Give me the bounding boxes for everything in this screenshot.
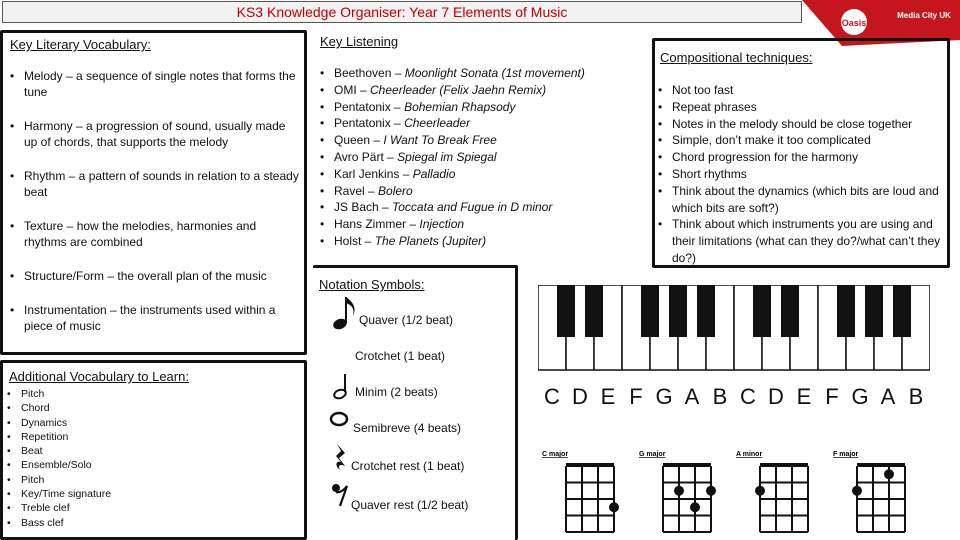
notation-label: Semibreve (4 beats) bbox=[353, 421, 462, 435]
semibreve-icon bbox=[329, 411, 349, 427]
chord-name: C major bbox=[542, 451, 569, 458]
notation-label: Minim (2 beats) bbox=[355, 385, 438, 399]
chord-finger-dot bbox=[852, 486, 862, 496]
list-item: • Bass clef bbox=[7, 516, 297, 530]
list-item: • Think about the dynamics (which bits are loud and which bits are soft?) bbox=[658, 183, 948, 217]
black-key bbox=[697, 285, 715, 337]
chord-name: G major bbox=[639, 451, 666, 458]
list-item: • Harmony – a progression of sound, usually made up of chords, that supports the melody bbox=[10, 118, 300, 150]
key-listening-panel bbox=[313, 30, 653, 255]
black-key bbox=[557, 285, 575, 337]
black-key bbox=[585, 285, 603, 337]
list-item: • Notes in the melody should be close together bbox=[658, 116, 948, 133]
listening-item: • Ravel – Bolero bbox=[320, 183, 650, 200]
list-item: • Rhythm – a pattern of sounds in relation to a steady beat bbox=[10, 168, 300, 200]
black-key bbox=[669, 285, 687, 337]
list-item: • Repeat phrases bbox=[658, 99, 948, 116]
list-item: • Repetition bbox=[7, 430, 297, 444]
additional-vocabulary-panel bbox=[0, 360, 307, 540]
key-note-label: C bbox=[740, 384, 756, 409]
key-listening-heading: Key Listening bbox=[320, 34, 399, 49]
list-item: • Structure/Form – the overall plan of the music bbox=[10, 268, 300, 284]
list-item: • Melody – a sequence of single notes that forms the tune bbox=[10, 68, 300, 100]
listening-item: • Beethoven – Moonlight Sonata (1st movement) bbox=[320, 65, 650, 82]
chord-nut bbox=[663, 463, 711, 467]
keyboard-diagram bbox=[538, 285, 930, 411]
key-note-label: C bbox=[544, 384, 560, 409]
list-item: • Simple, don’t make it too complicated bbox=[658, 132, 948, 149]
key-note-label: E bbox=[796, 384, 812, 409]
list-item: • Not too fast bbox=[658, 82, 948, 99]
key-note-label: D bbox=[572, 384, 588, 409]
list-item: • Treble clef bbox=[7, 501, 297, 515]
crotchet-rest-icon bbox=[333, 442, 349, 472]
key-listening-list bbox=[320, 65, 650, 250]
key-note-label: B bbox=[908, 384, 924, 409]
listening-item: • Karl Jenkins – Palladio bbox=[320, 166, 650, 183]
key-note-label: B bbox=[712, 384, 728, 409]
chord-name: A minor bbox=[736, 451, 763, 458]
notation-label: Quaver rest (1/2 beat) bbox=[351, 498, 469, 512]
list-item: • Chord bbox=[7, 401, 297, 415]
compositional-techniques-panel bbox=[652, 38, 950, 268]
key-vocabulary-panel bbox=[0, 30, 307, 355]
listening-item: • OMI – Cheerleader (Felix Jaehn Remix) bbox=[320, 82, 650, 99]
notation-label: Crotchet rest (1 beat) bbox=[351, 459, 465, 473]
list-item: • Texture – how the melodies, harmonies and rhythms are combined bbox=[10, 218, 300, 250]
black-key bbox=[893, 285, 911, 337]
key-vocabulary-heading: Key Literary Vocabulary: bbox=[10, 37, 151, 52]
key-note-label: G bbox=[655, 384, 673, 409]
notation-panel bbox=[313, 265, 518, 540]
list-item: • Beat bbox=[7, 444, 297, 458]
quaver-rest-icon bbox=[331, 482, 351, 508]
list-item: • Pitch bbox=[7, 387, 297, 401]
list-item: • Short rhythms bbox=[658, 166, 948, 183]
black-key bbox=[641, 285, 659, 337]
key-note-label: D bbox=[768, 384, 784, 409]
listening-item: • Holst – The Planets (Jupiter) bbox=[320, 233, 650, 250]
notation-label: Quaver (1/2 beat) bbox=[359, 313, 454, 327]
key-note-label: A bbox=[880, 384, 896, 409]
list-item: • Think about which instruments you are using and their limitations (what can they do?/what can’t they do?) bbox=[658, 216, 948, 266]
chord-nut bbox=[566, 463, 614, 467]
list-item: • Key/Time signature bbox=[7, 487, 297, 501]
notation-heading: Notation Symbols: bbox=[319, 277, 425, 292]
chord-finger-dot bbox=[690, 502, 700, 512]
compositional-list bbox=[658, 82, 948, 267]
chord-diagrams bbox=[532, 440, 952, 538]
page-title: KS3 Knowledge Organiser: Year 7 Elements of Music bbox=[2, 1, 802, 23]
listening-item: • Hans Zimmer – Injection bbox=[320, 216, 650, 233]
compositional-heading: Compositional techniques: bbox=[660, 50, 813, 65]
list-item: • Chord progression for the harmony bbox=[658, 149, 948, 166]
key-vocabulary-list bbox=[10, 68, 300, 352]
additional-heading: Additional Vocabulary to Learn: bbox=[9, 369, 189, 384]
listening-item: • Pentatonix – Cheerleader bbox=[320, 115, 650, 132]
key-note-label: G bbox=[851, 384, 869, 409]
black-key bbox=[865, 285, 883, 337]
minim-icon bbox=[331, 372, 351, 400]
list-item: • Pitch bbox=[7, 473, 297, 487]
logo-sub-text: Media City UK bbox=[897, 11, 951, 20]
black-key bbox=[781, 285, 799, 337]
list-item: • Ensemble/Solo bbox=[7, 458, 297, 472]
list-item: • Dynamics bbox=[7, 416, 297, 430]
chord-finger-dot bbox=[884, 469, 894, 479]
key-note-label: F bbox=[629, 384, 643, 409]
key-note-label: F bbox=[825, 384, 839, 409]
listening-item: • Queen – I Want To Break Free bbox=[320, 132, 650, 149]
key-note-label: E bbox=[600, 384, 616, 409]
notation-label: Crotchet (1 beat) bbox=[355, 349, 446, 363]
additional-list bbox=[7, 387, 297, 530]
chord-finger-dot bbox=[755, 486, 765, 496]
list-item: • Instrumentation – the instruments used within a piece of music bbox=[10, 302, 300, 334]
chord-name: F major bbox=[833, 451, 859, 458]
listening-item: • Pentatonix – Bohemian Rhapsody bbox=[320, 99, 650, 116]
listening-item: • Avro Pärt – Spiegal im Spiegal bbox=[320, 149, 650, 166]
chord-finger-dot bbox=[674, 486, 684, 496]
quaver-icon bbox=[331, 294, 361, 332]
listening-item: • JS Bach – Toccata and Fugue in D minor bbox=[320, 199, 650, 216]
chord-nut bbox=[857, 463, 905, 467]
black-key bbox=[837, 285, 855, 337]
black-key bbox=[753, 285, 771, 337]
logo-brand-text: Oasis bbox=[841, 18, 867, 28]
key-note-label: A bbox=[684, 384, 700, 409]
chord-finger-dot bbox=[706, 486, 716, 496]
chord-nut bbox=[760, 463, 808, 467]
chord-finger-dot bbox=[609, 502, 619, 512]
